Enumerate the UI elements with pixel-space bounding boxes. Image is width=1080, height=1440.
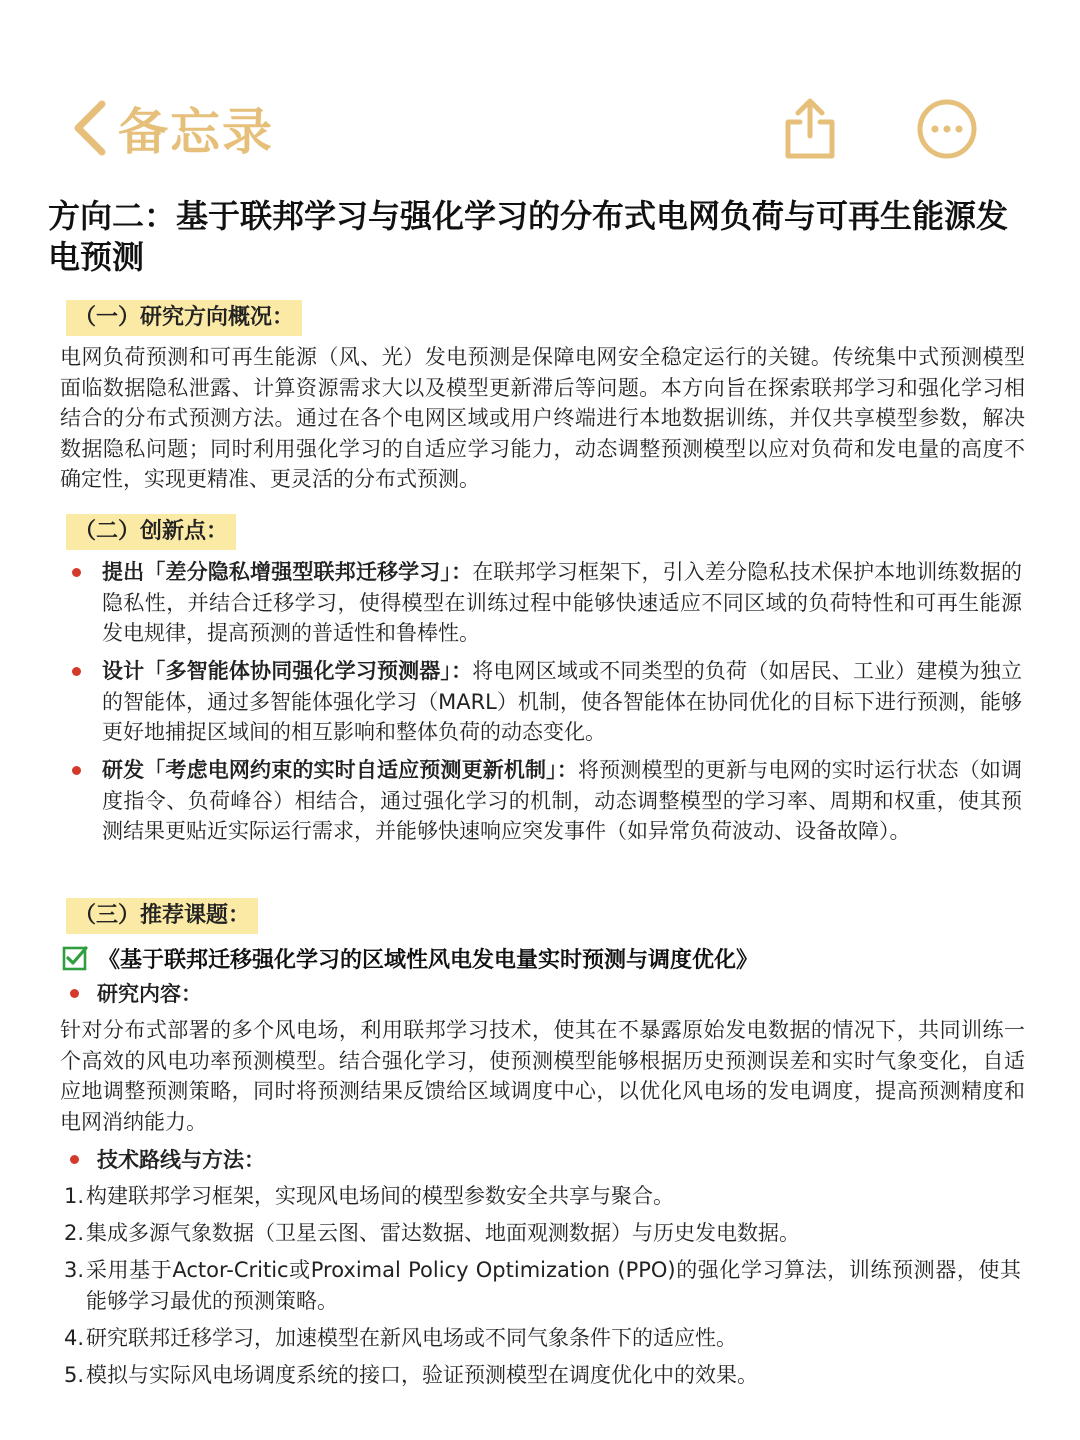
- step-text: 模拟与实际风电场调度系统的接口，验证预测模型在调度优化中的效果。: [86, 1363, 758, 1387]
- content-label: 研究内容：: [97, 982, 202, 1006]
- sub-heading-method: [70, 1144, 265, 1174]
- more-button[interactable]: [916, 98, 978, 160]
- chevron-left-icon: [70, 98, 110, 158]
- innovation-text: 设计「多智能体协同强化学习预测器」：将电网区域或不同类型的负荷（如居民、工业）建模为独立的智能体，通过多智能体强化学习（MARL）机制，使各智能体在协同优化的目标下进行预测，能够更好地捕捉区域间的相互影响和整体负荷的动态变化。: [102, 659, 1023, 744]
- step-number: 3.: [64, 1258, 85, 1282]
- method-label: 技术路线与方法：: [97, 1148, 265, 1172]
- share-button[interactable]: [780, 96, 840, 162]
- bullet-dot-icon: [72, 766, 81, 775]
- innovation-text: 提出「差分隐私增强型联邦迁移学习」：在联邦学习框架下，引入差分隐私技术保护本地训练数据的隐私性，并结合迁移学习，使得模型在训练过程中能够快速适应不同区域的负荷特性和可再生能源发电规律，提高预测的普适性和鲁棒性。: [102, 560, 1023, 645]
- step-text: 构建联邦学习框架，实现风电场间的模型参数安全共享与聚合。: [86, 1184, 674, 1208]
- step-text: 研究联邦迁移学习，加速模型在新风电场或不同气象条件下的适应性。: [86, 1326, 737, 1350]
- section-heading-topics: （三）推荐课题：: [66, 898, 258, 934]
- innovation-text: 研发「考虑电网约束的实时自适应预测更新机制」：将预测模型的更新与电网的实时运行状态（如调度指令、负荷峰谷）相结合，通过强化学习的机制，动态调整模型的学习率、周期和权重，使其预测结果更贴近实际运行需求，并能够快速响应突发事件（如异常负荷波动、设备故障）。: [102, 758, 1023, 843]
- bullet-dot-icon: [72, 667, 81, 676]
- section-heading-innovation: （二）创新点：: [66, 514, 236, 550]
- bullet-dot-icon: [70, 989, 79, 998]
- step-number: 2.: [64, 1221, 85, 1245]
- step-number: 4.: [64, 1326, 85, 1350]
- bullet-dot-icon: [70, 1155, 79, 1164]
- step-number: 5.: [64, 1363, 85, 1387]
- nav-bar: [0, 0, 1080, 175]
- step-number: 1.: [64, 1184, 85, 1208]
- recommended-topic: [62, 940, 758, 976]
- share-icon: [780, 96, 840, 162]
- overview-paragraph: 电网负荷预测和可再生能源（风、光）发电预测是保障电网安全稳定运行的关键。传统集中式预测模型面临数据隐私泄露、计算资源需求大以及模型更新滞后等问题。本方向旨在探索联邦学习和强化学习相结合的分布式预测方法。通过在各个电网区域或用户终端进行本地数据训练，并仅共享模型参数，解决数据隐私问题；同时利用强化学习的自适应学习能力，动态调整预测模型以应对负荷和发电量的高度不确定性，实现更精准、更灵活的分布式预测。: [60, 345, 1025, 491]
- back-button[interactable]: [70, 92, 274, 164]
- back-label: 备忘录: [118, 103, 274, 161]
- topic-title: 《基于联邦迁移强化学习的区域性风电发电量实时预测与调度优化》: [98, 947, 759, 973]
- note-title: 方向二：基于联邦学习与强化学习的分布式电网负荷与可再生能源发电预测: [48, 197, 1009, 276]
- research-content-paragraph: 针对分布式部署的多个风电场，利用联邦学习技术，使其在不暴露原始发电数据的情况下，共同训练一个高效的风电功率预测模型。结合强化学习，使预测模型能够根据历史预测误差和实时气象变化，自适应地调整预测策略，同时将预测结果反馈给区域调度中心，以优化风电场的发电调度，提高预测精度和电网消纳能力。: [60, 1018, 1025, 1134]
- more-icon: [916, 98, 978, 160]
- step-text: 集成多源气象数据（卫星云图、雷达数据、地面观测数据）与历史发电数据。: [86, 1221, 800, 1245]
- checkbox-checked-icon[interactable]: [62, 945, 88, 971]
- section-heading-overview: （一）研究方向概况：: [66, 300, 302, 336]
- bullet-dot-icon: [72, 568, 81, 577]
- step-text: 采用基于Actor-Critic或Proximal Policy Optimization (PPO)的强化学习算法，训练预测器，使其能够学习最优的预测策略。: [86, 1258, 1021, 1313]
- sub-heading-content: [70, 978, 202, 1008]
